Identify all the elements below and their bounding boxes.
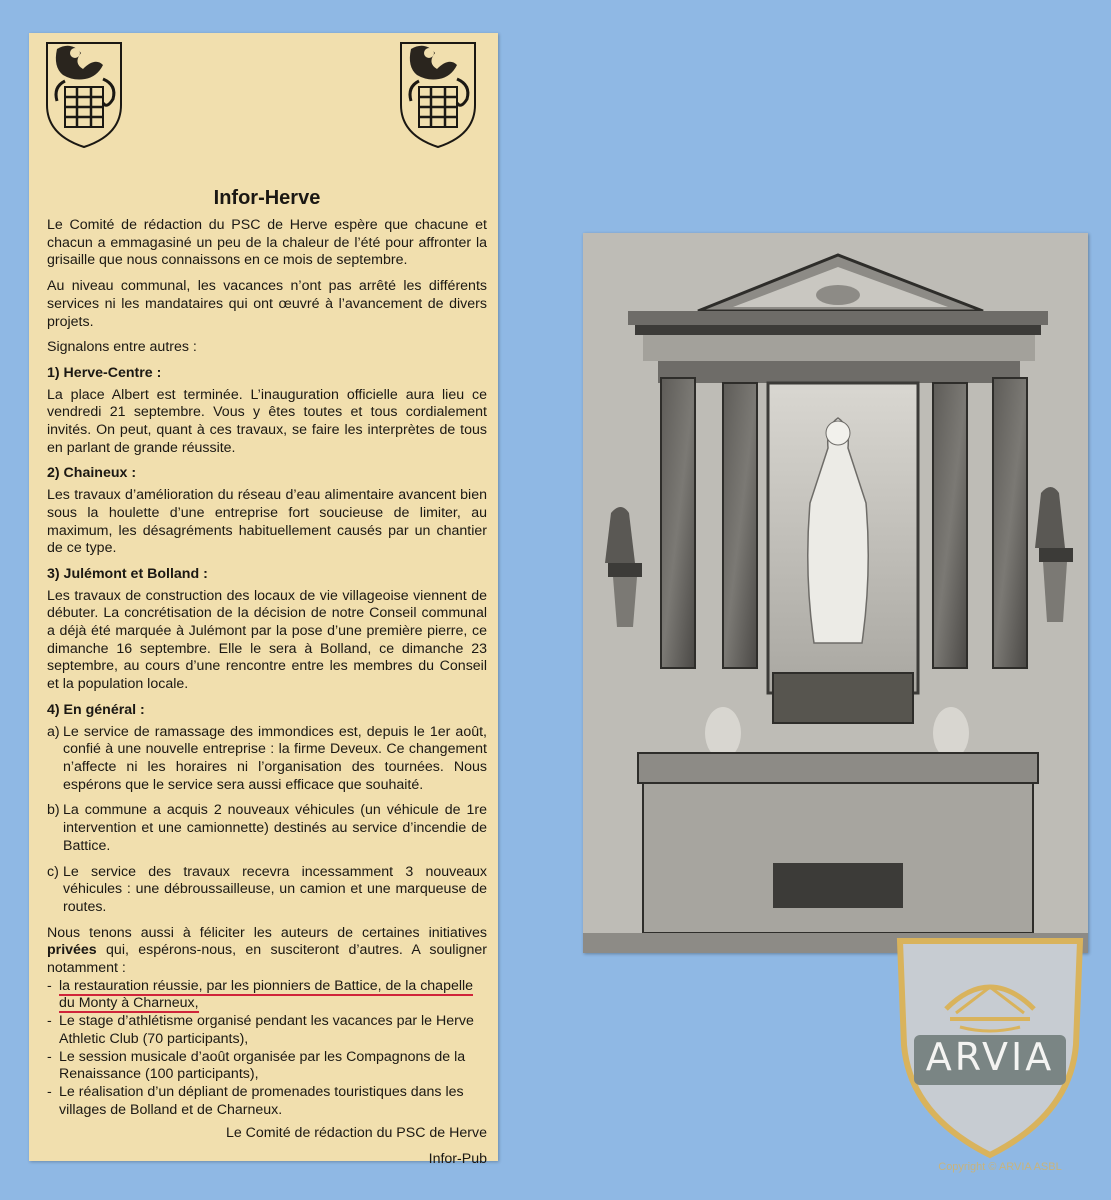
list-item — [47, 978, 487, 1013]
list-marker: b) — [47, 802, 60, 819]
list-item — [47, 1013, 487, 1048]
list-marker: c) — [47, 863, 59, 880]
altar-photograph — [583, 233, 1088, 953]
section-heading-chaineux: 2) Chaineux : — [47, 465, 137, 482]
list-marker: a) — [47, 723, 60, 740]
highlighted-bullet-text: la restauration réussie, par les pionniers de Battice, de la chapelle du Monty à Charneux, — [59, 977, 474, 1012]
arvia-logo-text: ARVIA — [925, 1035, 1055, 1079]
list-item-text: Le service des travaux recevra incessamment 3 nouveaux véhicules : une débroussailleuse, un camion et une marqueuse de routes. — [63, 863, 487, 915]
section-heading-julemont-bolland: 3) Julémont et Bolland : — [47, 565, 208, 582]
list-item — [47, 1049, 487, 1084]
intro-paragraph-2: Au niveau communal, les vacances n’ont pas arrêté les différents services ni les mandataires qui ont œuvré à l’avancement de divers projets. — [47, 278, 487, 330]
list-marker: - — [47, 1048, 52, 1065]
list-item-text: Le service de ramassage des immondices est, depuis le 1er août, confié à une nouvelle entreprise : la firme Deveux. Ce changement n’affecte ni les horaires ni l’organisation des tournées. Nous espérons que le service sera aussi efficace que souhaité. — [63, 723, 487, 793]
newspaper-clipping — [29, 33, 498, 1168]
coat-of-arms-right-icon — [397, 39, 479, 151]
coat-of-arms-left-icon — [43, 39, 125, 151]
list-marker: - — [47, 1013, 52, 1030]
closing-text-pre: Nous tenons aussi à féliciter les auteurs de certaines initiatives — [47, 924, 487, 941]
list-item — [47, 724, 487, 795]
list-item-text: Le session musicale d’août organisée par les Compagnons de la Renaissance (100 participants), — [59, 1048, 466, 1083]
closing-text-bold: privées — [47, 942, 97, 959]
signature: Le Comité de rédaction du PSC de Herve — [225, 1125, 487, 1142]
section-heading-en-general: 4) En général : — [47, 701, 145, 718]
list-item — [47, 802, 487, 855]
list-item-text: La commune a acquis 2 nouveaux véhicules (un véhicule de 1re intervention et une camionnette) destinés au service d’incendie de Battice. — [63, 802, 487, 854]
list-item-text: Le réalisation d’un dépliant de promenades touristiques dans les villages de Bolland et de Charneux. — [59, 1083, 464, 1118]
closing-paragraph — [47, 925, 487, 978]
closing-text-post: qui, espérons-nous, en susciteront d’autres. A souligner notamment : — [47, 942, 487, 977]
article-title: Infor-Herve — [213, 187, 321, 209]
section-text-herve-centre: La place Albert est terminée. L’inauguration officielle aura lieu ce vendredi 21 septembre. Vous y êtes toutes et tous cordialement invités. On peut, quant à ces travaux, se faire les interprètes de tous en parlant de grande réussite. — [47, 386, 487, 456]
intro-paragraph-3: Signalons entre autres : — [47, 339, 197, 356]
list-marker: - — [47, 1083, 52, 1100]
list-item — [47, 1084, 487, 1119]
intro-paragraph-1: Le Comité de rédaction du PSC de Herve espère que chacune et chacun a emmagasiné un peu de la chaleur de l’été pour affronter la grisaille que nous connaissons en ce mois de septembre. — [47, 217, 487, 269]
list-item-text: Le stage d’athlétisme organisé pendant les vacances par le Herve Athletic Club (70 participants), — [59, 1013, 474, 1047]
source-credit: Infor-Pub — [428, 1151, 487, 1168]
section-text-chaineux: Les travaux d’amélioration du réseau d’eau alimentaire avancent bien sous la houlette d’une entreprise fort soucieuse de limiter, au maximum, les désagréments habituellement causés par un chantier de ce type. — [47, 487, 487, 557]
list-item — [47, 864, 487, 917]
copyright-notice: Copyright © ARVIA ASBL — [938, 1161, 1062, 1173]
section-text-julemont-bolland: Les travaux de construction des locaux de vie villageoise viennent de débuter. La concrétisation de la décision de notre Conseil communal a déjà été marquée à Julémont par la pose d’une première pierre, ce dimanche 16 septembre. Elle le sera à Bolland, ce dimanche 23 septembre, au cours d’une rencontre entre les membres du Conseil et la population locale. — [47, 587, 487, 693]
list-marker: - — [47, 977, 52, 994]
section-heading-herve-centre: 1) Herve-Centre : — [47, 364, 162, 381]
altar-illustration — [583, 233, 1088, 953]
